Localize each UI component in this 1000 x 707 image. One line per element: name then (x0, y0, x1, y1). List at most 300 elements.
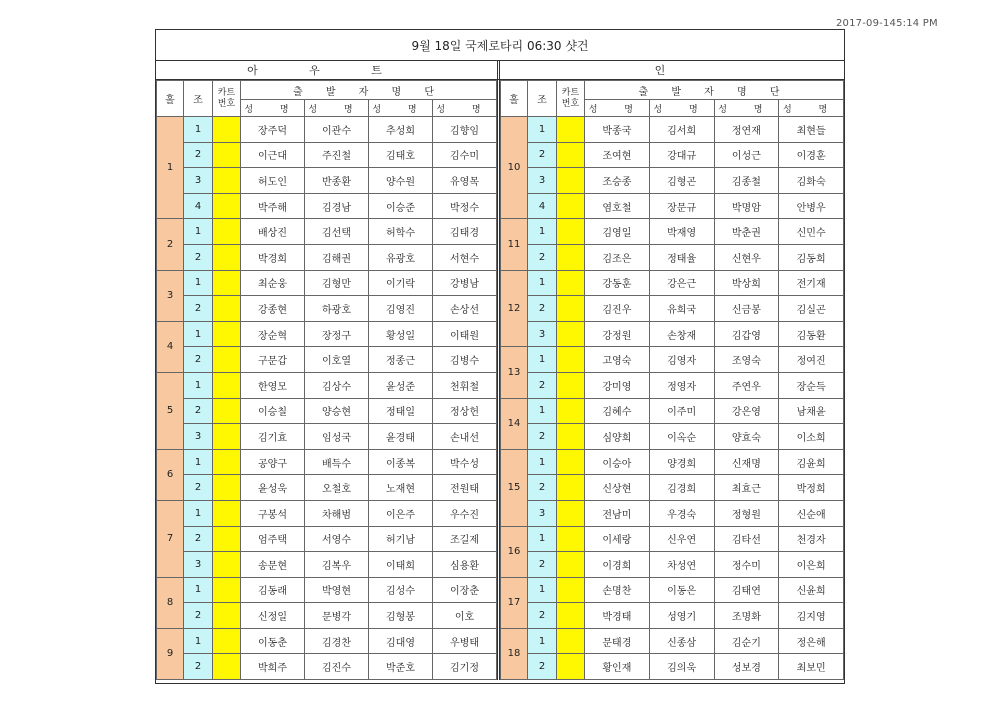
table-row (157, 117, 497, 143)
table-row (501, 244, 844, 270)
table-row (501, 321, 844, 347)
section-in-label: 인 (654, 64, 690, 77)
group-number-cell: 1 (528, 398, 557, 424)
cart-number-cell (557, 296, 585, 322)
cart-number-cell (213, 193, 241, 219)
cart-number-cell (213, 577, 241, 603)
player-name-cell: 이동춘 (241, 628, 305, 654)
player-name-cell: 이경희 (585, 552, 650, 578)
group-number-cell: 2 (528, 603, 557, 629)
player-name-cell: 김대영 (369, 628, 433, 654)
player-name-cell: 김순기 (714, 628, 779, 654)
group-number-cell: 4 (184, 193, 213, 219)
cart-number-cell (213, 219, 241, 245)
player-name-cell: 조명화 (714, 603, 779, 629)
player-name-cell: 노재현 (369, 475, 433, 501)
player-name-cell: 정태율 (649, 244, 714, 270)
cart-number-cell (213, 603, 241, 629)
cart-number-cell (213, 321, 241, 347)
player-name-cell: 정수미 (714, 552, 779, 578)
player-name-cell: 서현수 (433, 244, 497, 270)
player-name-cell: 조승종 (585, 168, 650, 194)
player-name-cell: 김기효 (241, 424, 305, 450)
player-name-cell: 우경숙 (649, 500, 714, 526)
player-name-cell: 김복우 (305, 552, 369, 578)
player-name-cell: 김해권 (305, 244, 369, 270)
player-name-cell: 차성연 (649, 552, 714, 578)
table-row (501, 552, 844, 578)
player-name-cell: 이호열 (305, 347, 369, 373)
player-name-cell: 공양구 (241, 449, 305, 475)
table-row (501, 296, 844, 322)
table-row (157, 603, 497, 629)
table-row (157, 500, 497, 526)
group-number-cell: 3 (184, 552, 213, 578)
cart-number-cell (213, 654, 241, 680)
player-name-cell: 정연재 (714, 117, 779, 143)
player-name-cell: 박종국 (585, 117, 650, 143)
group-number-cell: 1 (184, 117, 213, 143)
player-name-cell: 서영수 (305, 526, 369, 552)
group-number-cell: 2 (184, 526, 213, 552)
player-name-cell: 박경희 (241, 244, 305, 270)
group-number-cell: 2 (528, 475, 557, 501)
player-name-cell: 하광호 (305, 296, 369, 322)
player-name-cell: 김종철 (714, 168, 779, 194)
group-number-cell: 1 (528, 449, 557, 475)
player-name-cell: 최순웅 (241, 270, 305, 296)
cart-number-cell (557, 526, 585, 552)
group-number-cell: 1 (184, 270, 213, 296)
player-name-cell: 박희주 (241, 654, 305, 680)
hole-number-cell: 16 (501, 526, 528, 577)
table-row (501, 603, 844, 629)
in-half (500, 80, 844, 680)
player-name-cell: 정은해 (779, 628, 844, 654)
player-name-cell: 조길제 (433, 526, 497, 552)
table-row (501, 424, 844, 450)
player-name-cell: 천경자 (779, 526, 844, 552)
player-name-cell: 추성희 (369, 117, 433, 143)
player-name-cell: 김영자 (649, 347, 714, 373)
table-row (501, 628, 844, 654)
header-row (501, 81, 844, 100)
cart-number-cell (213, 475, 241, 501)
group-number-cell: 1 (184, 372, 213, 398)
cart-number-header: 카트 번호 (213, 81, 241, 117)
hole-number-cell: 17 (501, 577, 528, 628)
player-name-cell: 김경찬 (305, 628, 369, 654)
player-name-cell: 이은희 (779, 552, 844, 578)
player-name-cell: 최현들 (779, 117, 844, 143)
player-name-cell: 신상현 (585, 475, 650, 501)
group-number-cell: 2 (184, 654, 213, 680)
player-name-cell: 정형원 (714, 500, 779, 526)
player-name-cell: 이승칠 (241, 398, 305, 424)
player-name-cell: 박경태 (585, 603, 650, 629)
player-name-cell: 한영모 (241, 372, 305, 398)
player-name-cell: 김서희 (649, 117, 714, 143)
out-table (156, 80, 497, 680)
section-out-label: 아 우 트 (156, 61, 500, 79)
player-name-cell: 강미영 (585, 372, 650, 398)
group-number-cell: 1 (184, 628, 213, 654)
player-name-cell: 김동환 (779, 321, 844, 347)
player-name-cell: 이장춘 (433, 577, 497, 603)
player-name-cell: 손명찬 (585, 577, 650, 603)
group-number-cell: 2 (184, 475, 213, 501)
hole-number-cell: 15 (501, 449, 528, 526)
group-number-cell: 1 (184, 577, 213, 603)
player-name-cell: 장주덕 (241, 117, 305, 143)
hole-number-cell: 13 (501, 347, 528, 398)
player-name-cell: 유광호 (369, 244, 433, 270)
player-name-cell: 이호 (433, 603, 497, 629)
hole-number-cell: 1 (157, 117, 184, 219)
group-number-cell: 1 (528, 577, 557, 603)
player-name-cell: 강정원 (585, 321, 650, 347)
cart-number-cell (213, 424, 241, 450)
table-row (157, 296, 497, 322)
cart-number-cell (557, 654, 585, 680)
player-name-cell: 김윤희 (779, 449, 844, 475)
group-number-cell: 1 (528, 628, 557, 654)
player-name-cell: 배상진 (241, 219, 305, 245)
group-number-cell: 1 (528, 219, 557, 245)
table-row (157, 577, 497, 603)
player-name-cell: 장문규 (649, 193, 714, 219)
player-name-cell: 박준호 (369, 654, 433, 680)
hole-number-cell: 12 (501, 270, 528, 347)
table-row (501, 219, 844, 245)
cart-number-cell (557, 449, 585, 475)
hole-number-cell: 7 (157, 500, 184, 577)
player-name-cell: 이태원 (433, 321, 497, 347)
player-name-cell: 김상수 (305, 372, 369, 398)
group-number-cell: 2 (184, 347, 213, 373)
cart-number-cell (557, 142, 585, 168)
player-name-cell: 허기남 (369, 526, 433, 552)
player-name-cell: 임성국 (305, 424, 369, 450)
player-name-cell: 성보경 (714, 654, 779, 680)
player-name-cell: 오철호 (305, 475, 369, 501)
name-column-header: 성 명 (369, 100, 433, 117)
player-name-cell: 박명암 (714, 193, 779, 219)
player-name-cell: 이승준 (369, 193, 433, 219)
player-name-cell: 신민수 (779, 219, 844, 245)
player-name-cell: 김수미 (433, 142, 497, 168)
table-row (157, 552, 497, 578)
player-name-cell: 이관수 (305, 117, 369, 143)
cart-number-cell (557, 347, 585, 373)
group-number-cell: 3 (528, 168, 557, 194)
player-name-cell: 박춘권 (714, 219, 779, 245)
cart-number-cell (557, 552, 585, 578)
player-name-cell: 신순애 (779, 500, 844, 526)
group-number-cell: 2 (184, 142, 213, 168)
player-name-cell: 김태경 (433, 219, 497, 245)
cart-number-cell (557, 603, 585, 629)
player-name-cell: 정영자 (649, 372, 714, 398)
player-name-cell: 강대규 (649, 142, 714, 168)
cart-number-cell (213, 168, 241, 194)
table-row (157, 398, 497, 424)
player-name-cell: 우수진 (433, 500, 497, 526)
group-number-cell: 2 (528, 552, 557, 578)
cart-number-cell (557, 193, 585, 219)
player-name-cell: 양수원 (369, 168, 433, 194)
cart-number-cell (213, 296, 241, 322)
player-name-cell: 김화숙 (779, 168, 844, 194)
player-name-cell: 김선택 (305, 219, 369, 245)
table-row (501, 347, 844, 373)
player-name-cell: 정종근 (369, 347, 433, 373)
player-name-cell: 이성근 (714, 142, 779, 168)
player-name-cell: 황성일 (369, 321, 433, 347)
header-row (157, 81, 497, 100)
player-name-cell: 반종환 (305, 168, 369, 194)
table-row (157, 347, 497, 373)
player-name-cell: 박재영 (649, 219, 714, 245)
cart-number-cell (213, 500, 241, 526)
player-name-cell: 박상희 (714, 270, 779, 296)
player-name-cell: 김기정 (433, 654, 497, 680)
player-name-cell: 양승현 (305, 398, 369, 424)
cart-number-cell (213, 244, 241, 270)
player-name-cell: 성영기 (649, 603, 714, 629)
player-name-cell: 강은영 (714, 398, 779, 424)
player-name-cell: 허도인 (241, 168, 305, 194)
player-name-cell: 김진우 (585, 296, 650, 322)
name-column-header: 성 명 (241, 100, 305, 117)
jo-header: 조 (184, 81, 213, 117)
player-name-cell: 김태연 (714, 577, 779, 603)
group-number-cell: 1 (184, 500, 213, 526)
table-row (157, 475, 497, 501)
cart-number-cell (557, 168, 585, 194)
player-name-cell: 박수성 (433, 449, 497, 475)
group-number-cell: 1 (184, 321, 213, 347)
table-row (157, 193, 497, 219)
player-name-cell: 조여현 (585, 142, 650, 168)
cart-number-cell (213, 398, 241, 424)
player-name-cell: 문태경 (585, 628, 650, 654)
player-name-cell: 신금봉 (714, 296, 779, 322)
player-name-cell: 김형만 (305, 270, 369, 296)
player-name-cell: 심양희 (585, 424, 650, 450)
player-name-cell: 전기재 (779, 270, 844, 296)
player-name-cell: 강동훈 (585, 270, 650, 296)
player-name-cell: 정상헌 (433, 398, 497, 424)
jo-header: 조 (528, 81, 557, 117)
player-name-cell: 김동희 (779, 244, 844, 270)
player-name-cell: 김타선 (714, 526, 779, 552)
cart-number-header: 카트 번호 (557, 81, 585, 117)
group-number-cell: 1 (528, 270, 557, 296)
cart-number-cell (557, 321, 585, 347)
group-number-cell: 3 (528, 500, 557, 526)
player-name-cell: 정태일 (369, 398, 433, 424)
player-name-cell: 신재명 (714, 449, 779, 475)
hole-header: 홀 (501, 81, 528, 117)
table-row (157, 628, 497, 654)
table-row (501, 168, 844, 194)
table-row (157, 142, 497, 168)
player-name-cell: 박주해 (241, 193, 305, 219)
player-name-cell: 김성수 (369, 577, 433, 603)
group-number-cell: 2 (184, 398, 213, 424)
hole-number-cell: 11 (501, 219, 528, 270)
table-row (501, 142, 844, 168)
table-row (501, 372, 844, 398)
table-row (501, 398, 844, 424)
player-name-cell: 전남미 (585, 500, 650, 526)
tee-time-sheet (155, 29, 845, 684)
player-name-cell: 신현우 (714, 244, 779, 270)
group-number-cell: 2 (528, 424, 557, 450)
player-name-cell: 허학수 (369, 219, 433, 245)
player-name-cell: 구문갑 (241, 347, 305, 373)
group-number-cell: 1 (184, 219, 213, 245)
player-name-cell: 우병태 (433, 628, 497, 654)
player-name-cell: 양경희 (649, 449, 714, 475)
player-name-cell: 김영진 (369, 296, 433, 322)
group-number-cell: 1 (184, 449, 213, 475)
in-table (500, 80, 844, 680)
hole-number-cell: 6 (157, 449, 184, 500)
player-name-cell: 고영숙 (585, 347, 650, 373)
group-number-cell: 2 (528, 296, 557, 322)
group-number-cell: 1 (528, 526, 557, 552)
cart-number-cell (213, 449, 241, 475)
section-header-row (156, 61, 844, 80)
player-name-cell: 손내선 (433, 424, 497, 450)
player-name-cell: 유영목 (433, 168, 497, 194)
player-name-cell: 장순혁 (241, 321, 305, 347)
table-row (501, 193, 844, 219)
table-row (157, 654, 497, 680)
player-name-cell: 최보민 (779, 654, 844, 680)
cart-number-cell (557, 219, 585, 245)
cart-number-cell (213, 347, 241, 373)
print-timestamp: 2017-09-145:14 PM (836, 18, 938, 29)
player-name-cell: 이옥순 (649, 424, 714, 450)
table-row (157, 321, 497, 347)
table-row (157, 449, 497, 475)
player-name-cell: 정여진 (779, 347, 844, 373)
group-number-cell: 1 (528, 117, 557, 143)
name-column-header: 성 명 (649, 100, 714, 117)
player-name-cell: 신종삼 (649, 628, 714, 654)
player-name-cell: 박정희 (779, 475, 844, 501)
player-name-cell: 이태희 (369, 552, 433, 578)
player-name-cell: 안병우 (779, 193, 844, 219)
name-column-header: 성 명 (585, 100, 650, 117)
player-name-cell: 김의욱 (649, 654, 714, 680)
player-name-cell: 이경훈 (779, 142, 844, 168)
group-number-cell: 2 (528, 142, 557, 168)
player-name-cell: 김진수 (305, 654, 369, 680)
player-name-cell: 최효근 (714, 475, 779, 501)
cart-number-cell (557, 117, 585, 143)
group-number-cell: 2 (184, 296, 213, 322)
player-name-cell: 차해범 (305, 500, 369, 526)
player-name-cell: 배득수 (305, 449, 369, 475)
name-column-header: 성 명 (305, 100, 369, 117)
cart-number-cell (213, 526, 241, 552)
player-name-cell: 윤성준 (369, 372, 433, 398)
player-name-cell: 김향임 (433, 117, 497, 143)
player-name-cell: 심용환 (433, 552, 497, 578)
player-name-cell: 천휘철 (433, 372, 497, 398)
table-row (157, 372, 497, 398)
name-column-header: 성 명 (779, 100, 844, 117)
hole-number-cell: 8 (157, 577, 184, 628)
table-row (157, 168, 497, 194)
cart-number-cell (557, 424, 585, 450)
player-name-cell: 조영숙 (714, 347, 779, 373)
table-row (501, 449, 844, 475)
cart-number-cell (557, 270, 585, 296)
table-row (501, 577, 844, 603)
player-name-cell: 신윤희 (779, 577, 844, 603)
group-number-cell: 3 (184, 168, 213, 194)
player-name-cell: 이소희 (779, 424, 844, 450)
cart-number-cell (557, 372, 585, 398)
hole-number-cell: 9 (157, 628, 184, 679)
player-name-cell: 김형곤 (649, 168, 714, 194)
player-name-cell: 손창재 (649, 321, 714, 347)
table-row (157, 526, 497, 552)
player-name-cell: 강병남 (433, 270, 497, 296)
player-name-cell: 신정일 (241, 603, 305, 629)
departure-list-header: 출 발 자 명 단 (241, 81, 497, 100)
hole-header: 홀 (157, 81, 184, 117)
player-name-cell: 김갑영 (714, 321, 779, 347)
cart-number-cell (557, 628, 585, 654)
player-name-cell: 신우연 (649, 526, 714, 552)
group-number-cell: 2 (184, 244, 213, 270)
player-name-cell: 김지영 (779, 603, 844, 629)
player-name-cell: 김경희 (649, 475, 714, 501)
player-name-cell: 황인재 (585, 654, 650, 680)
out-half (156, 80, 500, 680)
hole-number-cell: 10 (501, 117, 528, 219)
cart-number-cell (213, 270, 241, 296)
player-name-cell: 이세랑 (585, 526, 650, 552)
group-number-cell: 4 (528, 193, 557, 219)
cart-number-cell (213, 117, 241, 143)
player-name-cell: 이동은 (649, 577, 714, 603)
name-column-header: 성 명 (433, 100, 497, 117)
table-row (157, 424, 497, 450)
departure-list-header: 출 발 자 명 단 (585, 81, 844, 100)
player-name-cell: 남채윤 (779, 398, 844, 424)
table-row (157, 244, 497, 270)
player-name-cell: 박정수 (433, 193, 497, 219)
player-name-cell: 염호철 (585, 193, 650, 219)
player-name-cell: 송문현 (241, 552, 305, 578)
player-name-cell: 주연우 (714, 372, 779, 398)
table-row (501, 475, 844, 501)
hole-number-cell: 14 (501, 398, 528, 449)
player-name-cell: 김조은 (585, 244, 650, 270)
hole-number-cell: 4 (157, 321, 184, 372)
player-name-cell: 이주미 (649, 398, 714, 424)
player-name-cell: 장정구 (305, 321, 369, 347)
group-number-cell: 2 (528, 372, 557, 398)
player-name-cell: 양효숙 (714, 424, 779, 450)
